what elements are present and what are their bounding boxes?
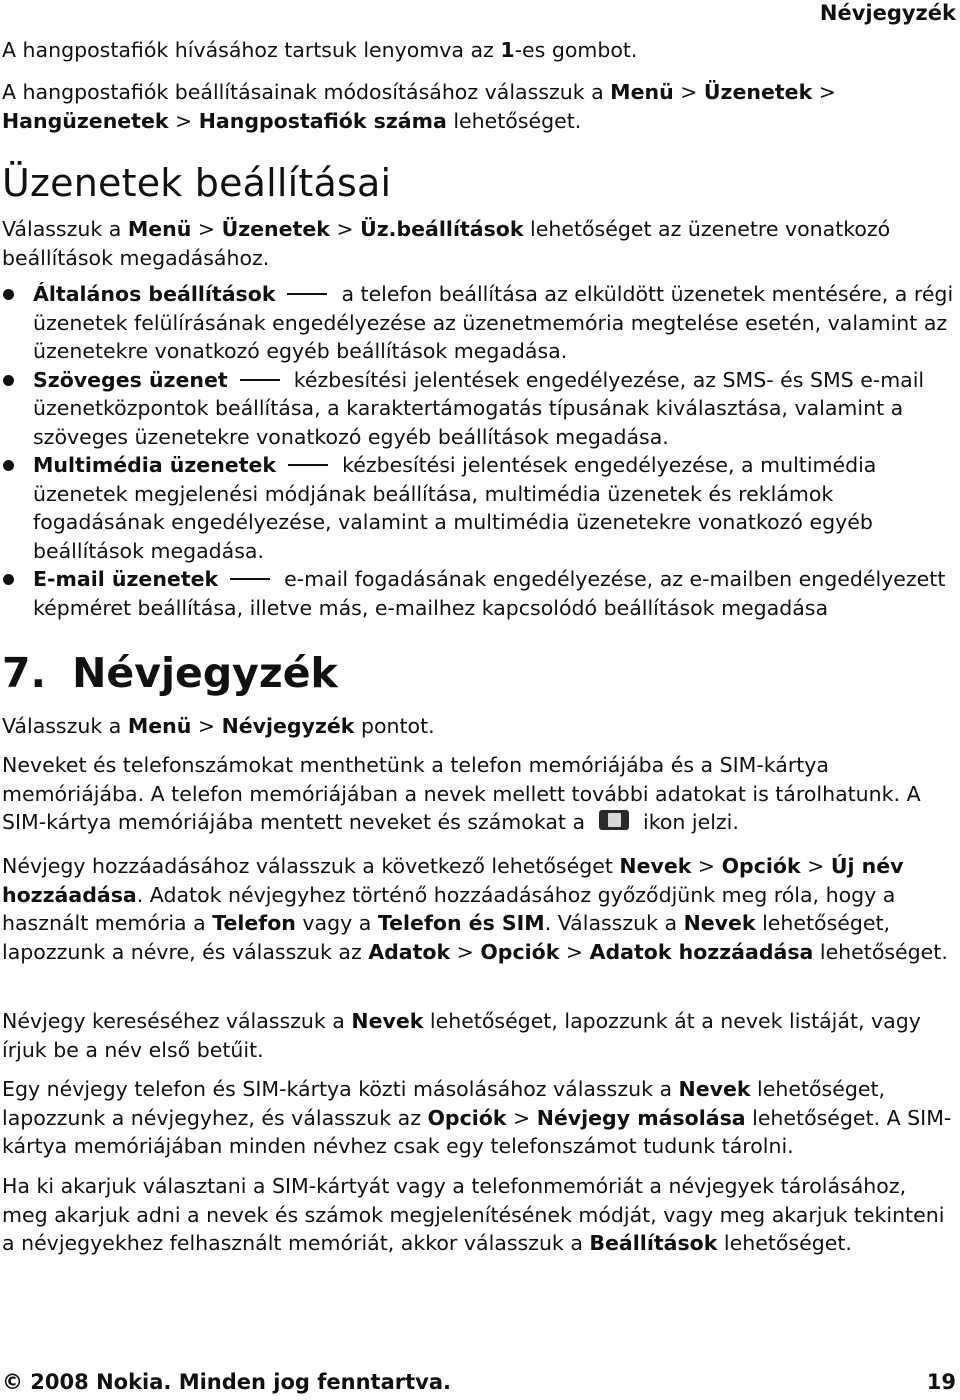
text-run: 1 [500, 38, 515, 62]
text-run: lehetőséget. A SIM-kártya memóriájában minden névhez csak egy telefonszámot tudunk tárolni. [2, 1105, 952, 1158]
text-run: > [506, 1105, 537, 1130]
text-run: Névjegy hozzáadásához válasszuk a következő lehetőséget [2, 854, 620, 878]
bullet-icon [3, 574, 14, 585]
list-item [0, 451, 956, 565]
text-run: > [168, 108, 199, 133]
settings-description: kézbesítési jelentések engedélyezése, az SMS- és SMS e-mail üzenetközpontok beállítása, a karaktertámogatás típusának kiválasztása, valamint a szöveges üzenetekre vonatkozó egyéb beállítások megadása. [33, 367, 925, 449]
voicemail-call-paragraph [2, 36, 956, 65]
contact-settings-paragraph [2, 1172, 956, 1258]
text-run: A hangpostafiók beállításainak módosításához válasszuk a [2, 80, 611, 104]
text-run: ikon jelzi. [643, 810, 739, 834]
em-dash [240, 379, 280, 381]
menu-path-item: Üzenetek [221, 217, 330, 241]
chapter-title: Névjegyzék [72, 649, 338, 697]
menu-path-item: Opciók [480, 939, 560, 964]
text-run: lehetőséget. [717, 1231, 852, 1255]
settings-term: Multimédia üzenetek [33, 453, 277, 477]
text-run: pontot. [354, 714, 435, 738]
list-item [0, 366, 956, 452]
menu-path-item: Névjegyzék [221, 714, 355, 738]
text-run: > [691, 854, 722, 878]
list-item [0, 280, 956, 366]
menu-path-item: Üz.beállítások [360, 217, 524, 241]
text-run: > [559, 939, 590, 964]
em-dash [230, 578, 270, 580]
text-run: lehetőséget az üzenetre vonatkozó beállítások megadásához. [2, 217, 891, 270]
menu-path-item: Nevek [683, 911, 756, 935]
menu-path-item: Beállítások [589, 1231, 718, 1255]
settings-description: e-mail fogadásának engedélyezése, az e-mailben engedélyezett képméret beállítása, illetve más, e-mailhez kapcsolódó beállítások megadása [33, 567, 946, 620]
text-run: lehetőséget. [446, 108, 582, 133]
text-run: -es gombot. [514, 38, 638, 62]
text-run: Válasszuk a [2, 217, 128, 241]
menu-path-item: Hangpostafiók száma [198, 108, 447, 133]
text-run: vagy a [295, 911, 378, 935]
text-run: Válasszuk a [2, 714, 128, 738]
menu-path-item: Adatok hozzáadása [589, 939, 814, 964]
text-run: . Adatok névjegyhez történő hozzáadásához győződjünk meg róla, hogy a használt memória a [2, 882, 896, 935]
bullet-icon [3, 460, 14, 471]
menu-path-item: Menü [610, 80, 674, 104]
text-run: Neveket és telefonszámokat menthetünk a telefon memóriájába és a SIM-kártya memóriájába. A telefon memóriájában a nevek mellett további adatokat is tárolhatunk. A SIM-kártya memóriájába mentett neveket és számokat a [2, 753, 921, 834]
bullet-icon [3, 375, 14, 386]
contacts-open-paragraph [2, 712, 956, 741]
menu-path-item: Névjegy másolása [536, 1105, 746, 1130]
text-run: > [812, 80, 836, 104]
em-dash [288, 464, 328, 466]
page-number: 19 [926, 1370, 956, 1394]
text-run: Névjegy kereséséhez válasszuk a [2, 1009, 352, 1033]
text-run: lehetőséget. [813, 939, 948, 964]
chapter-number: 7. [2, 649, 47, 697]
message-settings-intro [2, 215, 956, 272]
menu-path-item: Nevek [351, 1009, 424, 1033]
text-run: lehetőséget, lapozzunk a névjegyhez, és válasszuk az [2, 1077, 885, 1130]
section-heading-message-settings: Üzenetek beállításai [2, 161, 392, 205]
menu-path-item: Adatok [368, 939, 451, 964]
voicemail-settings-paragraph [2, 78, 956, 135]
text-run: A hangpostafiók hívásához tartsuk lenyomva az [2, 38, 501, 62]
chapter-heading [2, 645, 338, 701]
running-header: Névjegyzék [819, 1, 956, 25]
memory-option: Telefon és SIM [377, 911, 545, 935]
bullet-icon [3, 289, 14, 300]
menu-path-item: Menü [127, 714, 192, 738]
menu-path-item: Nevek [678, 1077, 751, 1101]
text-run: > [191, 217, 222, 241]
page-footer [2, 1368, 956, 1396]
settings-description: a telefon beállítása az elküldött üzenetek mentésére, a régi üzenetek felülírásának engedélyezése az üzenetmemória megtelése esetén, valamint az üzenetekre vonatkozó egyéb beállítások megadása. [33, 282, 954, 363]
add-contact-paragraph [2, 852, 956, 966]
text-run: lehetőséget, lapozzunk át a nevek listáját, vagy írjuk be a név első betűit. [2, 1009, 921, 1062]
settings-bullet-list [0, 280, 956, 622]
menu-path-item: Opciók [427, 1105, 507, 1130]
text-run: > [673, 80, 704, 104]
settings-term: Szöveges üzenet [33, 367, 228, 392]
search-contact-paragraph [2, 1007, 956, 1064]
text-run: . Válasszuk a [544, 911, 684, 935]
menu-path-item: Nevek [619, 854, 692, 878]
menu-path-item: Hangüzenetek [2, 108, 169, 133]
menu-path-item: Menü [127, 217, 192, 241]
menu-path-item: Opciók [721, 854, 801, 878]
text-run: > [329, 217, 361, 241]
settings-term: E-mail üzenetek [33, 567, 219, 591]
text-run: Egy névjegy telefon és SIM-kártya közti másolásához válasszuk a [2, 1077, 679, 1101]
text-run: > [450, 939, 481, 964]
settings-term: Általános beállítások [33, 282, 276, 306]
text-run: > [191, 714, 222, 738]
list-item [0, 565, 956, 622]
text-run: lehetőséget, lapozzunk a névre, és válasszuk az [2, 911, 891, 964]
contacts-storage-paragraph [2, 751, 956, 837]
text-run: > [800, 854, 831, 878]
em-dash [287, 293, 327, 295]
copy-contact-paragraph [2, 1075, 956, 1161]
sim-card-icon [599, 810, 629, 830]
settings-description: kézbesítési jelentések engedélyezése, a multimédia üzenetek megjelenési módjának beállítása, multimédia üzenetek és reklámok fogadásának engedélyezése, valamint a multimédia üzenetekre vonatkozó egyéb beállítások megadása. [33, 453, 877, 563]
memory-option: Telefon [212, 911, 296, 935]
text-run: Ha ki akarjuk választani a SIM-kártyát vagy a telefonmemóriát a névjegyek tárolásához, meg akarjuk adni a nevek és számok megjelenítésének módját, vagy meg akarjuk tekinteni a névjegyekhez felhasznált memóriát, akkor válasszuk a [2, 1174, 945, 1255]
menu-path-item: Üzenetek [703, 80, 813, 104]
menu-path-item: Új név hozzáadása [2, 854, 904, 907]
copyright-notice: © 2008 Nokia. Minden jog fenntartva. [2, 1370, 451, 1394]
